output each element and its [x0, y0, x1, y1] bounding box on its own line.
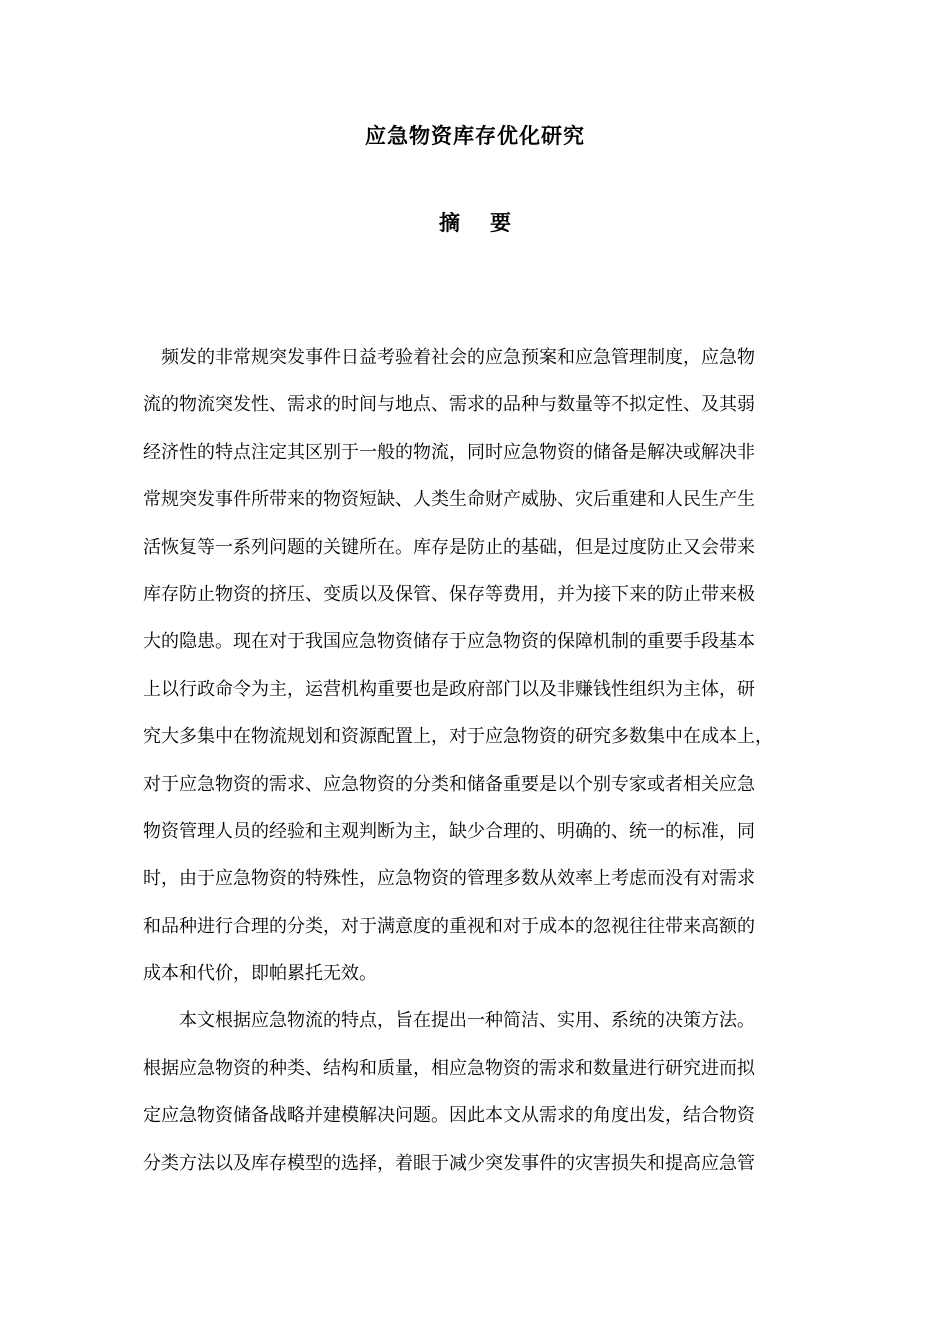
text-line: 本文根据应急物流的特点，旨在提出一种简洁、实用、系统的决策方法。 — [143, 1010, 755, 1032]
abstract-heading-char-2: 要 — [490, 211, 511, 235]
text-line: 根据应急物资的种类、结构和质量，相应急物资的需求和数量进行研究进而拟 — [143, 1057, 755, 1079]
text-line: 定应急物资储备战略并建模解决问题。因此本文从需求的角度出发，结合物资 — [143, 1105, 755, 1127]
abstract-heading — [0, 207, 950, 239]
text-line: 物资管理人员的经验和主观判断为主，缺少合理的、明确的、统一的标准，同 — [143, 820, 755, 842]
text-line: 大的隐患。现在对于我国应急物资储存于应急物资的保障机制的重要手段基本 — [143, 631, 755, 653]
abstract-heading-char-1: 摘 — [439, 211, 460, 235]
text-line: 上以行政命令为主，运营机构重要也是政府部门以及非赚钱性组织为主体，研 — [143, 678, 755, 700]
text-line: 常规突发事件所带来的物资短缺、人类生命财产威胁、灾后重建和人民生产生 — [143, 489, 755, 511]
text-line: 时，由于应急物资的特殊性，应急物资的管理多数从效率上考虑而没有对需求 — [143, 868, 755, 890]
text-line: 成本和代价，即帕累托无效。 — [143, 963, 377, 985]
text-line: 流的物流突发性、需求的时间与地点、需求的品种与数量等不拟定性、及其弱 — [143, 394, 755, 416]
text-line: 库存防止物资的挤压、变质以及保管、保存等费用，并为接下来的防止带来极 — [143, 583, 755, 605]
text-line: 对于应急物资的需求、应急物资的分类和储备重要是以个别专家或者相关应急 — [143, 773, 755, 795]
abstract-body — [143, 334, 807, 1187]
document-title: 应急物资库存优化研究 — [365, 124, 585, 148]
text-line: 分类方法以及库存模型的选择，着眼于减少突发事件的灾害损失和提高应急管 — [143, 1152, 755, 1174]
text-line: 频发的非常规突发事件日益考验着社会的应急预案和应急管理制度，应急物 — [143, 347, 755, 368]
text-line: 和品种进行合理的分类，对于满意度的重视和对于成本的忽视往往带来高额的 — [143, 915, 755, 937]
text-line: 活恢复等一系列问题的关键所在。库存是防止的基础，但是过度防止又会带来 — [143, 536, 755, 558]
text-line: 经济性的特点注定其区别于一般的物流，同时应急物资的储备是解决或解决非 — [143, 441, 755, 463]
text-line: 究大多集中在物流规划和资源配置上，对于应急物资的研究多数集中在成本上， — [143, 726, 773, 748]
